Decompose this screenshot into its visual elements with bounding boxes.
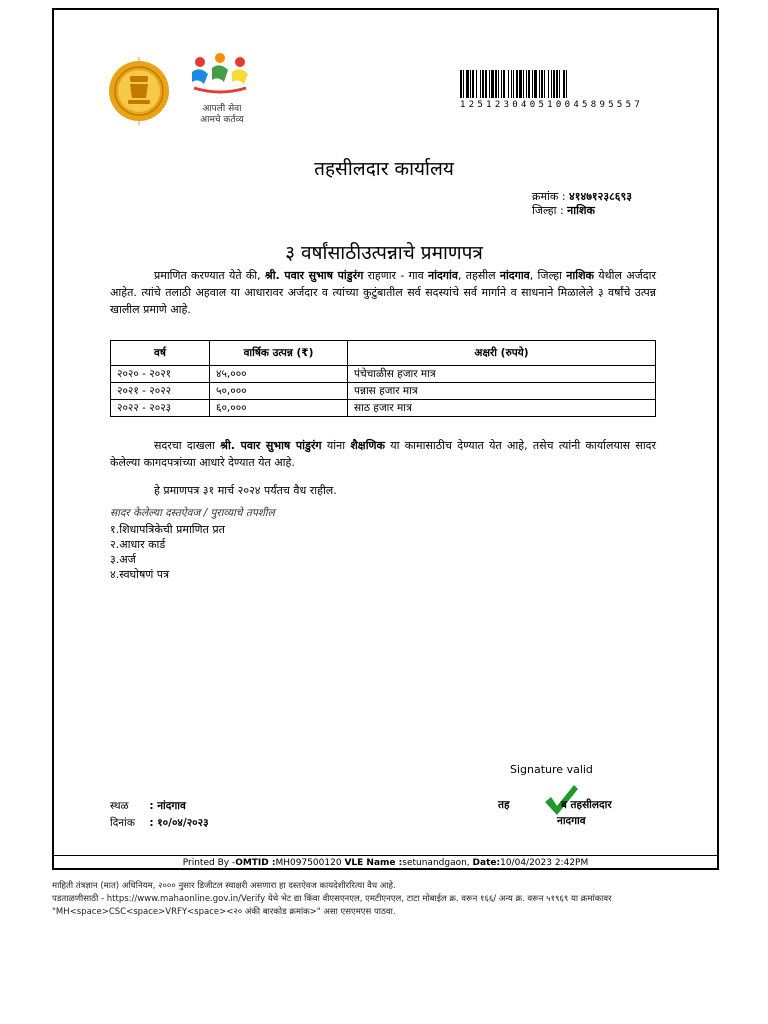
footer-legal-line: माहिती तंत्रज्ञान (मात) अधिनियम, २००० नुसार डिजीटल स्वाक्षरी असणारा हा दस्तऐवज कायदेशीररित्या वैध आहे. bbox=[52, 881, 396, 891]
signature-valid-text: Signature valid bbox=[510, 763, 593, 776]
list-item: १.शिधापत्रिकेची प्रमाणित प्रत bbox=[110, 523, 225, 536]
serial-number: क्रमांक : ४१४७१२३८६९३ bbox=[532, 190, 632, 203]
intro-paragraph: प्रमाणित करण्यात येते की, श्री. पवार सुभाष पांडुरंग राहणार - गाव नांदगांव, तहसील नांदगाव, जिल्हा नाशिक येथील अर्जदार आहेत. त्यांचे तलाठी अहवाल या आधारावर अर्जदार व त्यांच्या कुटुंबातील सर्व सदस्यांचे सर्व मार्गाने व साधनाने मिळालेले ३ वर्षांचे उत्पन्न खालील प्रमाणे आहे. bbox=[110, 269, 656, 316]
barcode-number: 125123040510045895557 bbox=[460, 100, 644, 110]
list-item: ३.अर्ज bbox=[110, 553, 136, 566]
date-row: दिनांक : १०/०४/२०२३ bbox=[110, 817, 209, 829]
validity-statement: हे प्रमाणपत्र ३१ मार्च २०२४ पर्यंतच वैध राहील. bbox=[154, 484, 337, 497]
district-info: जिल्हा : नाशिक bbox=[532, 204, 595, 217]
place-date-block bbox=[110, 798, 209, 832]
print-info-line: Printed By -OMTID :MH097500120 VLE Name :setunandgaon, Date:10/04/2023 2:42PM bbox=[52, 855, 719, 869]
documents-label: सादर केलेल्या दस्तऐवज / पुराव्याचे तपशील bbox=[110, 507, 275, 519]
officer-town: नादगाव bbox=[557, 815, 586, 827]
aapli-seva-logo-icon bbox=[186, 48, 254, 100]
maharashtra-seal-icon bbox=[106, 54, 172, 128]
header-year: वर्ष bbox=[111, 341, 210, 366]
header-in-words: अक्षरी (रुपये) bbox=[348, 341, 656, 366]
certificate-title: ३ वर्षांसाठीउत्पन्नाचे प्रमाणपत्र bbox=[285, 242, 483, 264]
table-row: २०२१ - २०२२ ५०,००० पन्नास हजार मात्र bbox=[111, 383, 656, 400]
documents-list bbox=[110, 522, 225, 582]
table-header-row bbox=[111, 341, 656, 366]
header-income: वार्षिक उत्पन्न (₹) bbox=[210, 341, 348, 366]
table-row: २०२० - २०२१ ४५,००० पंचेचाळीस हजार मात्र bbox=[111, 366, 656, 383]
officer-designation: तह ब तहसीलदार bbox=[498, 799, 612, 811]
list-item: ४.स्वघोषणं पत्र bbox=[110, 568, 170, 581]
barcode-icon bbox=[460, 70, 660, 98]
footer-sms-line: "MH<space>CSC<space>VRFY<space><२० अंकी बारकोड क्रमांक>" असा एसएमएस पाठवा. bbox=[52, 907, 396, 917]
logo-tagline: आपली सेवा आमचे कर्तव्य bbox=[200, 104, 244, 125]
income-table bbox=[110, 340, 656, 417]
footer-verify-line: पडताळणीसाठी - https://www.mahaonline.gov.in/Verify येथे भेट द्या किंवा वीएसएनएल, एमटीएनएल, टाटा मोबाईल क्र. वरून १६६/ अन्य क्र. वरून ५१९६९ या क्रमांकावर bbox=[52, 894, 612, 904]
table-row: २०२२ - २०२३ ६०,००० साठ हजार मात्र bbox=[111, 400, 656, 417]
place-row: स्थळ : नांदगाव bbox=[110, 800, 186, 812]
list-item: २.आधार कार्ड bbox=[110, 538, 166, 551]
office-title: तहसीलदार कार्यालय bbox=[314, 158, 454, 180]
purpose-paragraph: सदरचा दाखला श्री. पवार सुभाष पांडुरंग यांना शैक्षणिक या कामासाठीच देण्यात येत आहे, तसेच त्यांनी कार्यालयास सादर केलेल्या कागदपत्रांच्या आधारे देण्यात येत आहे. bbox=[110, 439, 657, 469]
